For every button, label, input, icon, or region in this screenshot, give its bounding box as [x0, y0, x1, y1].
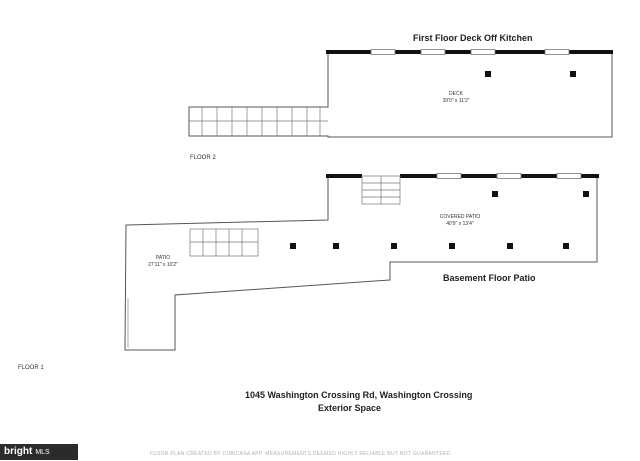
footer-disclaimer: FLOOR PLAN CREATED BY CUBICASA APP. MEASUREMENTS DEEMED HIGHLY RELIABLE BUT NOT GUARANTEED.	[150, 451, 453, 457]
patio-outline	[125, 176, 597, 350]
deck-stairs	[189, 107, 328, 136]
patio-label	[138, 255, 188, 269]
deck-posts	[485, 71, 576, 77]
basement-title: Basement Floor Patio	[443, 273, 536, 283]
logo-suffix: MLS	[35, 449, 50, 456]
bright-mls-logo	[0, 444, 78, 460]
deck-outline	[189, 52, 612, 137]
covered-patio-stairs	[362, 176, 400, 204]
patio-dims: 27'11" x 10'2"	[148, 262, 178, 268]
deck-name: DECK	[449, 91, 463, 97]
floor-1-label: FLOOR 1	[18, 365, 44, 371]
patio-stairs	[190, 229, 258, 256]
covered-patio-windows	[437, 174, 581, 179]
covered-patio-label	[425, 214, 495, 228]
deck-dims: 39'0" x 11'2"	[442, 98, 470, 104]
address-line-1: 1045 Washington Crossing Rd, Washington Crossing	[245, 390, 473, 400]
covered-patio-dims: 40'9" x 13'4"	[446, 221, 474, 227]
logo-brand: bright	[4, 446, 33, 457]
first-floor-title: First Floor Deck Off Kitchen	[413, 33, 533, 43]
covered-patio-name: COVERED PATIO	[439, 214, 481, 220]
address-line-2: Exterior Space	[318, 403, 382, 413]
patio-name: PATIO	[155, 255, 171, 261]
deck-label	[426, 91, 486, 105]
floor-2-label: FLOOR 2	[190, 155, 216, 161]
